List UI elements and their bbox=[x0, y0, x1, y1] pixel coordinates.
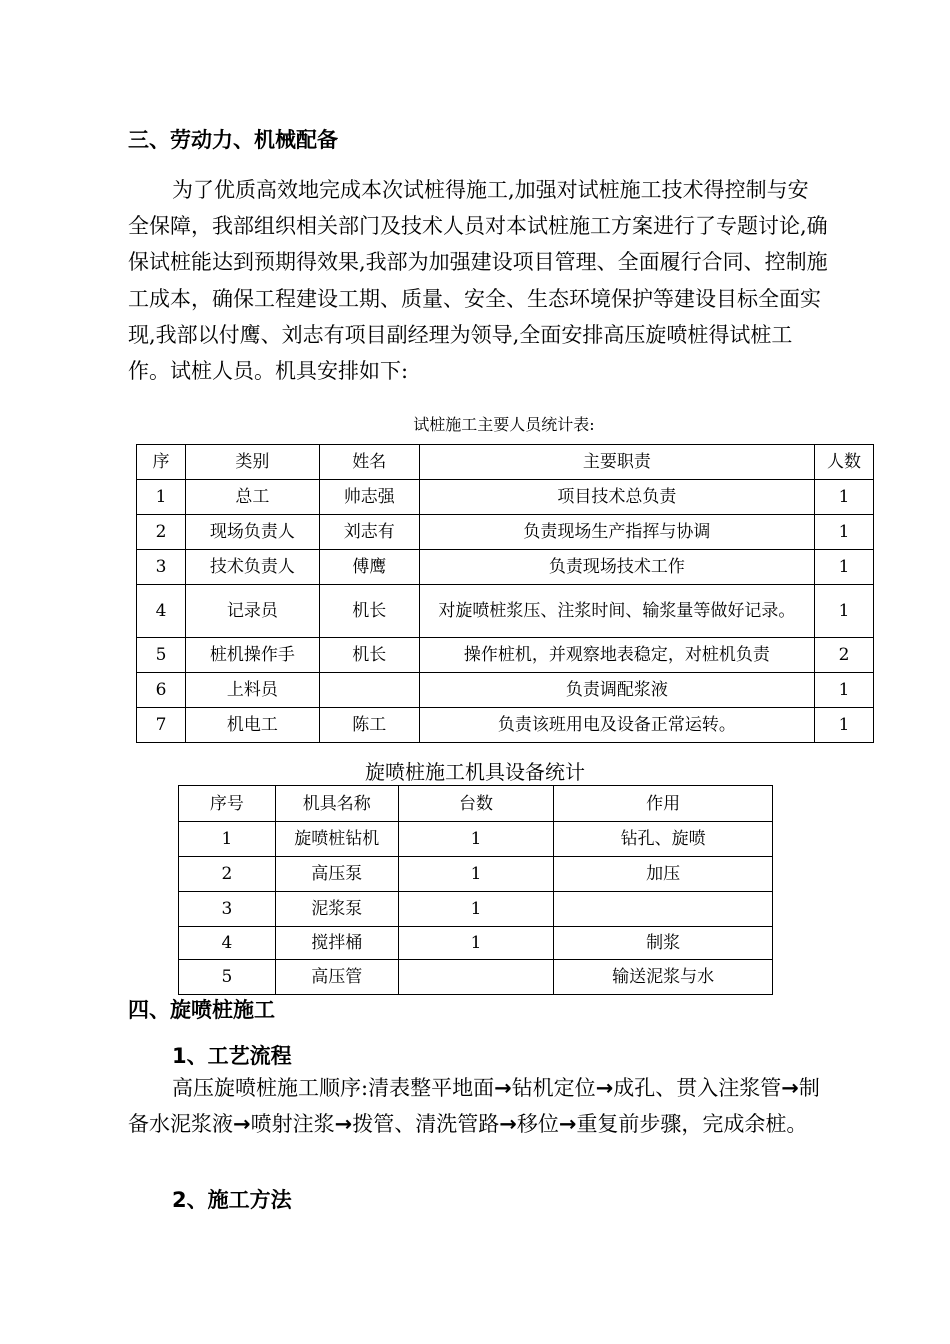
table-cell bbox=[554, 892, 773, 927]
table-row bbox=[137, 673, 874, 708]
equipment-table-caption: 旋喷桩施工机具设备统计 bbox=[365, 760, 585, 784]
table-row bbox=[179, 822, 773, 857]
table-cell: 负责调配浆液 bbox=[419, 673, 814, 708]
table-cell: 1 bbox=[137, 480, 186, 515]
staff-table bbox=[136, 444, 874, 743]
table-cell: 陈工 bbox=[319, 708, 419, 743]
flow-step: 制备水泥浆液 bbox=[128, 1076, 820, 1137]
column-header: 台数 bbox=[398, 786, 554, 822]
table-cell: 加压 bbox=[554, 857, 773, 892]
table-cell: 输送泥浆与水 bbox=[554, 960, 773, 995]
table-cell: 5 bbox=[137, 638, 186, 673]
process-flow-text bbox=[128, 1070, 828, 1142]
table-cell: 1 bbox=[398, 857, 554, 892]
arrow-right-icon: → bbox=[233, 1112, 251, 1137]
arrow-right-icon: → bbox=[558, 1112, 577, 1137]
table-cell: 傅鹰 bbox=[319, 550, 419, 585]
table-cell: 1 bbox=[815, 515, 874, 550]
table-row bbox=[137, 480, 874, 515]
section-3-paragraph bbox=[128, 172, 828, 389]
table-cell: 负责现场生产指挥与协调 bbox=[419, 515, 814, 550]
table-cell: 总工 bbox=[185, 480, 319, 515]
table-cell: 旋喷桩钻机 bbox=[275, 822, 398, 857]
arrow-right-icon: → bbox=[781, 1076, 799, 1100]
table-cell: 2 bbox=[815, 638, 874, 673]
flow-step: 喷射注浆 bbox=[250, 1112, 335, 1137]
table-cell: 4 bbox=[179, 927, 276, 960]
flow-step: 钻机定位 bbox=[511, 1076, 596, 1100]
table-row bbox=[137, 708, 874, 743]
table-cell: 6 bbox=[137, 673, 186, 708]
table-cell bbox=[319, 673, 419, 708]
table-cell: 机长 bbox=[319, 585, 419, 638]
table-cell: 1 bbox=[398, 822, 554, 857]
table-cell: 1 bbox=[815, 585, 874, 638]
paragraph-text: 为了优质高效地完成本次试桩得施工,加强对试桩施工技术得控制与安全保障，我部组织相关部门及技术人员对本试桩施工方案进行了专题讨论,确保试桩能达到预期得效果,我部为加强建设项目管理、全面履行合同、控制施工成本，确保工程建设工期、质量、安全、生态环境保护等建设目标全面实现,我部以付鹰、刘志有项目副经理为领导,全面安排高压旋喷桩得试桩工作。试桩人员。机具安排如下: bbox=[128, 178, 828, 384]
arrow-right-icon: → bbox=[334, 1112, 353, 1137]
process-flow-paragraph bbox=[128, 1070, 828, 1142]
table-cell: 1 bbox=[398, 927, 554, 960]
table-cell: 现场负责人 bbox=[185, 515, 319, 550]
arrow-right-icon: → bbox=[595, 1076, 614, 1100]
table-cell: 桩机操作手 bbox=[185, 638, 319, 673]
table-row bbox=[137, 515, 874, 550]
subsection-method-heading: 2、施工方法 bbox=[172, 1188, 292, 1212]
flow-step: 拨管、清洗管路 bbox=[352, 1112, 500, 1137]
subsection-process-heading: 1、工艺流程 bbox=[172, 1044, 292, 1068]
table-cell: 泥浆泵 bbox=[275, 892, 398, 927]
table-cell: 高压泵 bbox=[275, 857, 398, 892]
table-row bbox=[137, 585, 874, 638]
table-cell: 高压管 bbox=[275, 960, 398, 995]
column-header: 人数 bbox=[815, 445, 874, 480]
table-row bbox=[137, 638, 874, 673]
section-3-heading: 三、劳动力、机械配备 bbox=[128, 128, 338, 152]
flow-prefix: 高压旋喷桩施工顺序: bbox=[172, 1076, 369, 1100]
flow-step: 重复前步骤，完成余桩。 bbox=[576, 1112, 808, 1137]
table-row bbox=[179, 857, 773, 892]
table-cell: 2 bbox=[179, 857, 276, 892]
flow-step: 成孔、贯入注浆管 bbox=[613, 1076, 782, 1100]
table-cell: 搅拌桶 bbox=[275, 927, 398, 960]
table-cell: 对旋喷桩浆压、注浆时间、输浆量等做好记录。 bbox=[419, 585, 814, 638]
column-header: 类别 bbox=[185, 445, 319, 480]
table-cell: 制浆 bbox=[554, 927, 773, 960]
table-cell: 负责该班用电及设备正常运转。 bbox=[419, 708, 814, 743]
table-cell: 记录员 bbox=[185, 585, 319, 638]
table-row bbox=[179, 892, 773, 927]
column-header: 机具名称 bbox=[275, 786, 398, 822]
arrow-right-icon: → bbox=[494, 1076, 512, 1100]
column-header: 作用 bbox=[554, 786, 773, 822]
table-cell: 1 bbox=[815, 550, 874, 585]
table-cell: 3 bbox=[137, 550, 186, 585]
flow-step: 移位 bbox=[516, 1112, 559, 1137]
arrow-right-icon: → bbox=[499, 1112, 517, 1137]
table-cell: 钻孔、旋喷 bbox=[554, 822, 773, 857]
column-header: 序 bbox=[137, 445, 186, 480]
table-cell: 5 bbox=[179, 960, 276, 995]
column-header: 主要职责 bbox=[419, 445, 814, 480]
table-cell: 刘志有 bbox=[319, 515, 419, 550]
table-cell: 4 bbox=[137, 585, 186, 638]
table-cell: 2 bbox=[137, 515, 186, 550]
column-header: 序号 bbox=[179, 786, 276, 822]
table-cell: 1 bbox=[815, 673, 874, 708]
table-cell: 帅志强 bbox=[319, 480, 419, 515]
section-4-heading: 四、旋喷桩施工 bbox=[128, 998, 275, 1022]
table-header-row bbox=[137, 445, 874, 480]
table-cell: 1 bbox=[179, 822, 276, 857]
table-cell: 上料员 bbox=[185, 673, 319, 708]
table-cell: 1 bbox=[815, 480, 874, 515]
table-cell: 1 bbox=[398, 892, 554, 927]
table-cell: 3 bbox=[179, 892, 276, 927]
table-cell: 机长 bbox=[319, 638, 419, 673]
table-row bbox=[137, 550, 874, 585]
table-row bbox=[179, 960, 773, 995]
staff-table-caption: 试桩施工主要人员统计表: bbox=[413, 415, 595, 434]
table-cell: 1 bbox=[815, 708, 874, 743]
table-cell: 操作桩机，并观察地表稳定，对桩机负责 bbox=[419, 638, 814, 673]
table-cell: 7 bbox=[137, 708, 186, 743]
table-cell: 技术负责人 bbox=[185, 550, 319, 585]
column-header: 姓名 bbox=[319, 445, 419, 480]
equipment-table bbox=[178, 785, 773, 995]
table-cell: 项目技术总负责 bbox=[419, 480, 814, 515]
table-cell bbox=[398, 960, 554, 995]
table-row bbox=[179, 927, 773, 960]
table-cell: 负责现场技术工作 bbox=[419, 550, 814, 585]
table-cell: 机电工 bbox=[185, 708, 319, 743]
table-header-row bbox=[179, 786, 773, 822]
flow-step: 清表整平地面 bbox=[368, 1076, 495, 1100]
